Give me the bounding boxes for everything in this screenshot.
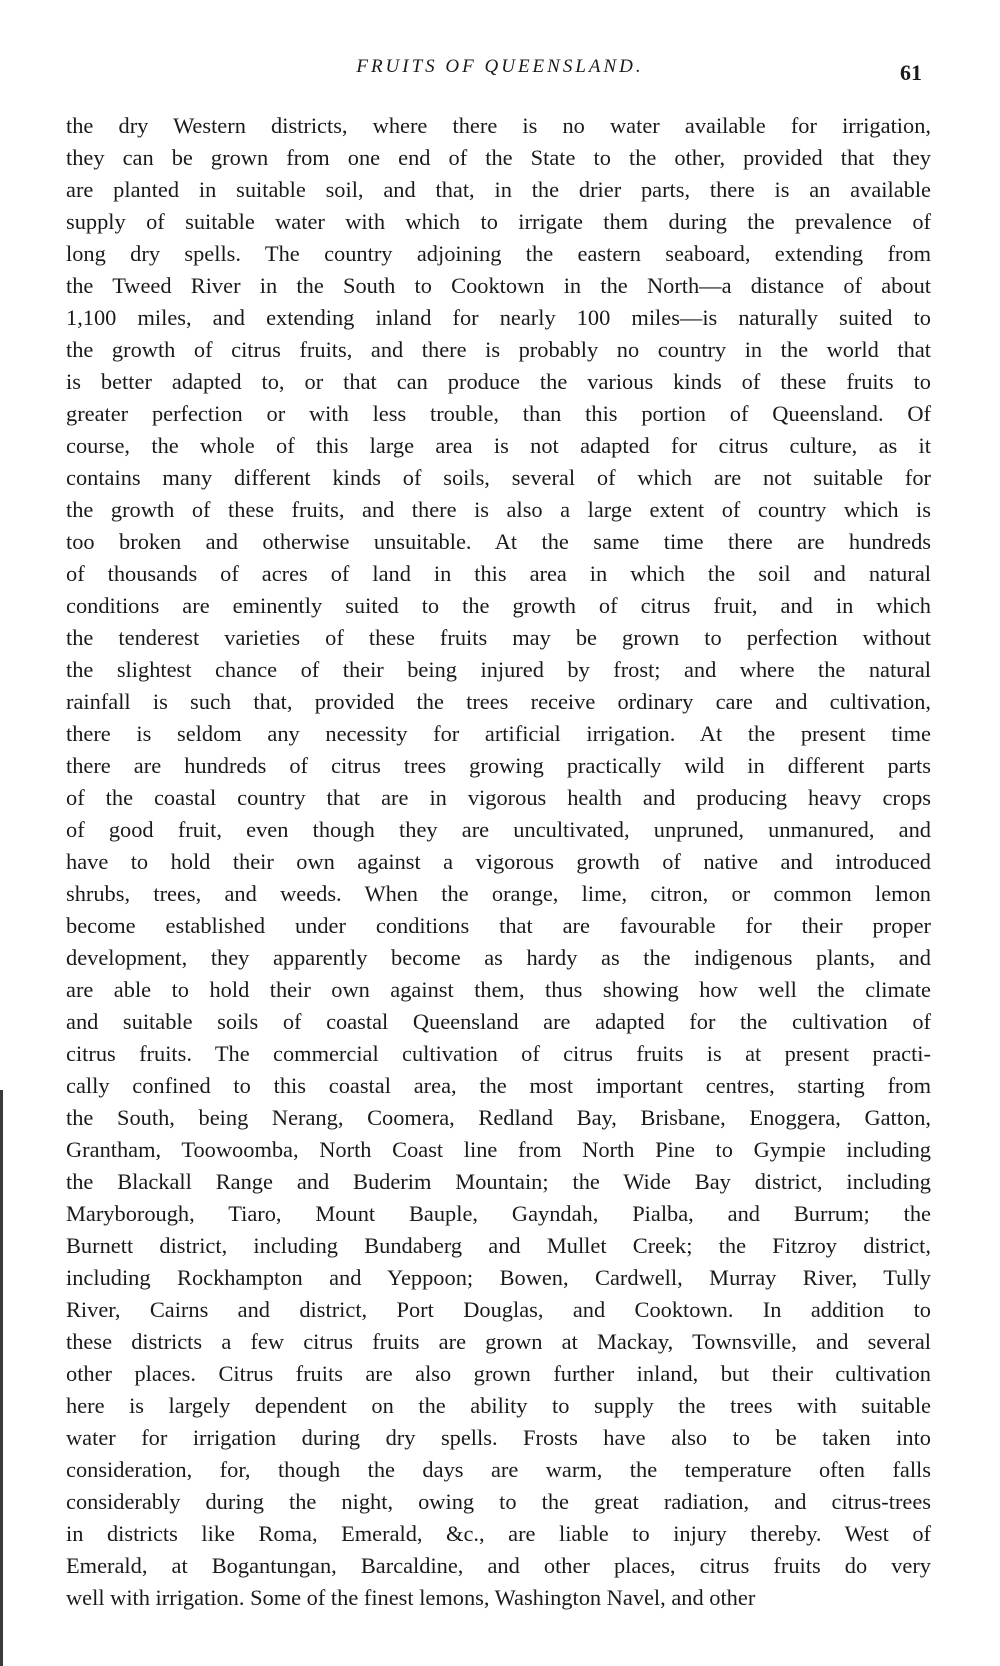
text-line: 1,100 miles, and extending inland for nearly 100 miles—is naturally suited to (66, 305, 931, 330)
text-line: are planted in suitable soil, and that, in the drier parts, there is an available (66, 177, 931, 202)
text-line: Grantham, Toowoomba, North Coast line from North Pine to Gympie including (66, 1137, 931, 1162)
text-line: considerably during the night, owing to the great radiation, and citrus-trees (66, 1489, 931, 1514)
text-line: Emerald, at Bogantungan, Barcaldine, and other places, citrus fruits do very (66, 1553, 931, 1578)
text-line: conditions are eminently suited to the growth of citrus fruit, and in which (66, 593, 931, 618)
text-line: shrubs, trees, and weeds. When the orange, lime, citron, or common lemon (66, 881, 931, 906)
text-line: the Blackall Range and Buderim Mountain; the Wide Bay district, including (66, 1169, 931, 1194)
scan-edge-shadow (0, 1090, 3, 1666)
text-line: Maryborough, Tiaro, Mount Bauple, Gayndah, Pialba, and Burrum; the (66, 1201, 931, 1226)
text-line: consideration, for, though the days are warm, the temperature often falls (66, 1457, 931, 1482)
text-line: become established under conditions that are favourable for their proper (66, 913, 931, 938)
text-line: contains many different kinds of soils, several of which are not suitable for (66, 465, 931, 490)
text-line: and suitable soils of coastal Queensland are adapted for the cultivation of (66, 1009, 931, 1034)
text-line: River, Cairns and district, Port Douglas, and Cooktown. In addition to (66, 1297, 931, 1322)
text-line: of thousands of acres of land in this area in which the soil and natural (66, 561, 931, 586)
text-line: development, they apparently become as hardy as the indigenous plants, and (66, 945, 931, 970)
text-line: rainfall is such that, provided the trees receive ordinary care and cultivation, (66, 689, 931, 714)
text-line: of good fruit, even though they are uncultivated, unpruned, unmanured, and (66, 817, 931, 842)
text-line: here is largely dependent on the ability to supply the trees with suitable (66, 1393, 931, 1418)
text-line: Burnett district, including Bundaberg and Mullet Creek; the Fitzroy district, (66, 1233, 931, 1258)
text-line: have to hold their own against a vigorous growth of native and introduced (66, 849, 931, 874)
text-line: there are hundreds of citrus trees growing practically wild in different parts (66, 753, 931, 778)
page-number: 61 (900, 60, 922, 85)
text-line: of the coastal country that are in vigorous health and producing heavy crops (66, 785, 931, 810)
text-line: these districts a few citrus fruits are grown at Mackay, Townsville, and several (66, 1329, 931, 1354)
text-line: the dry Western districts, where there is no water available for irrigation, (66, 113, 931, 138)
text-line: in districts like Roma, Emerald, &c., are liable to injury thereby. West of (66, 1521, 931, 1546)
text-line: long dry spells. The country adjoining the eastern seaboard, extending from (66, 241, 931, 266)
text-line: they can be grown from one end of the State to the other, provided that they (66, 145, 931, 170)
text-line: water for irrigation during dry spells. Frosts have also to be taken into (66, 1425, 931, 1450)
text-line: other places. Citrus fruits are also grown further inland, but their cultivation (66, 1361, 931, 1386)
text-line: the slightest chance of their being injured by frost; and where the natural (66, 657, 931, 682)
running-header-title: FRUITS OF QUEENSLAND. (356, 56, 644, 77)
body-paragraph (66, 110, 931, 1614)
text-line: cally confined to this coastal area, the most important centres, starting from (66, 1073, 931, 1098)
text-line: there is seldom any necessity for artificial irrigation. At the present time (66, 721, 931, 746)
text-line: well with irrigation. Some of the finest lemons, Washington Navel, and other (66, 1585, 756, 1610)
text-line: the Tweed River in the South to Cooktown in the North—a distance of about (66, 273, 931, 298)
text-line: course, the whole of this large area is not adapted for citrus culture, as it (66, 433, 931, 458)
text-line: the South, being Nerang, Coomera, Redland Bay, Brisbane, Enoggera, Gatton, (66, 1105, 931, 1130)
text-line: the growth of citrus fruits, and there is probably no country in the world that (66, 337, 931, 362)
text-line: greater perfection or with less trouble, than this portion of Queensland. Of (66, 401, 931, 426)
text-line: are able to hold their own against them, thus showing how well the climate (66, 977, 931, 1002)
text-line: the tenderest varieties of these fruits may be grown to perfection without (66, 625, 931, 650)
text-line: too broken and otherwise unsuitable. At the same time there are hundreds (66, 529, 931, 554)
text-line: including Rockhampton and Yeppoon; Bowen, Cardwell, Murray River, Tully (66, 1265, 931, 1290)
text-line: the growth of these fruits, and there is also a large extent of country which is (66, 497, 931, 522)
text-line: citrus fruits. The commercial cultivation of citrus fruits is at present practi- (66, 1041, 931, 1066)
text-line: is better adapted to, or that can produce the various kinds of these fruits to (66, 369, 931, 394)
text-line: supply of suitable water with which to irrigate them during the prevalence of (66, 209, 931, 234)
